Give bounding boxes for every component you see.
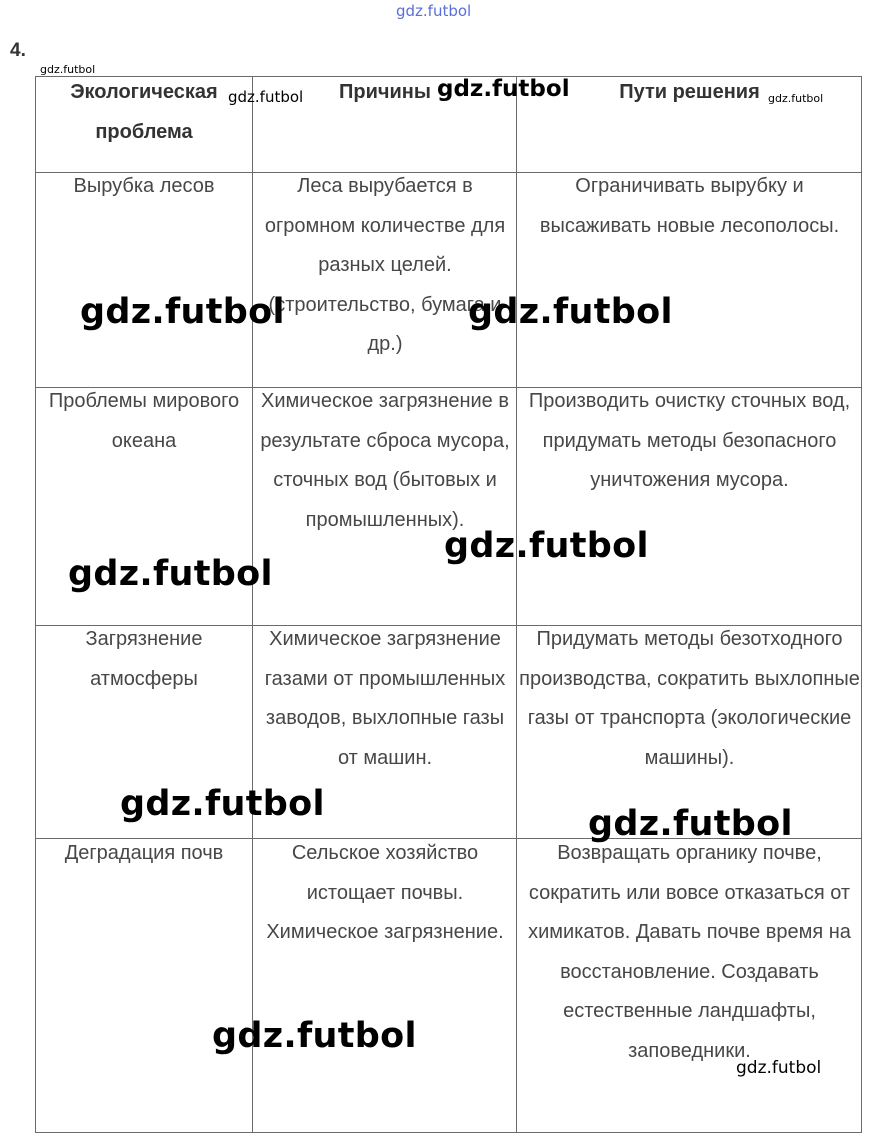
task-number: 4. bbox=[10, 40, 26, 61]
column-divider bbox=[516, 76, 517, 1133]
watermark: gdz.futbol bbox=[80, 292, 285, 332]
row-3-causes: Химическое загрязнение газами от промышленных заводов, выхлопные газы от машин. bbox=[264, 628, 506, 769]
watermark: gdz.futbol bbox=[396, 2, 472, 20]
row-4-problem: Деградация почв bbox=[64, 842, 224, 864]
watermark: gdz.futbol bbox=[736, 1058, 822, 1078]
row-1-causes: Леса вырубается в огромном количестве для разных целей. (строительство, бумага и др.) bbox=[264, 175, 506, 355]
table-border bbox=[861, 76, 862, 1133]
watermark: gdz.futbol bbox=[212, 1016, 417, 1056]
column-divider bbox=[252, 76, 253, 1133]
row-2-problem: Проблемы мирового океана bbox=[48, 390, 240, 452]
row-3-problem: Загрязнение атмосферы bbox=[85, 628, 203, 690]
watermark: gdz.futbol bbox=[468, 292, 673, 332]
row-2-solutions: Производить очистку сточных вод, придумать методы безопасного уничтожения мусора. bbox=[528, 390, 851, 491]
watermark: gdz.futbol bbox=[68, 554, 273, 594]
header-causes: Причины bbox=[339, 81, 431, 103]
row-4-solutions: Возвращать органику почве, сократить или вовсе отказаться от химикатов. Давать почве время на восстановление. Создавать естественные ландшафты, заповедники. bbox=[528, 842, 851, 1062]
row-1-solutions: Ограничивать вырубку и высаживать новые лесополосы. bbox=[539, 175, 840, 237]
row-3-solutions: Придумать методы безотходного производства, сократить выхлопные газы от транспорта (экологические машины). bbox=[519, 628, 860, 769]
watermark: gdz.futbol bbox=[444, 526, 649, 566]
header-solutions: Пути решения bbox=[619, 81, 760, 103]
watermark: gdz.futbol bbox=[437, 76, 570, 102]
watermark: gdz.futbol bbox=[228, 88, 304, 106]
table-border bbox=[35, 1132, 862, 1133]
watermark: gdz.futbol bbox=[768, 92, 824, 105]
header-problem: Экологическая проблема bbox=[70, 81, 218, 143]
row-4-causes: Сельское хозяйство истощает почвы. Химическое загрязнение. bbox=[266, 842, 504, 943]
watermark: gdz.futbol bbox=[588, 804, 793, 844]
watermark: gdz.futbol bbox=[40, 63, 96, 76]
row-2-causes: Химическое загрязнение в результате сброса мусора, сточных вод (бытовых и промышленных). bbox=[260, 390, 510, 531]
watermark: gdz.futbol bbox=[120, 784, 325, 824]
row-1-problem: Вырубка лесов bbox=[73, 175, 215, 197]
table-border bbox=[35, 76, 36, 1133]
